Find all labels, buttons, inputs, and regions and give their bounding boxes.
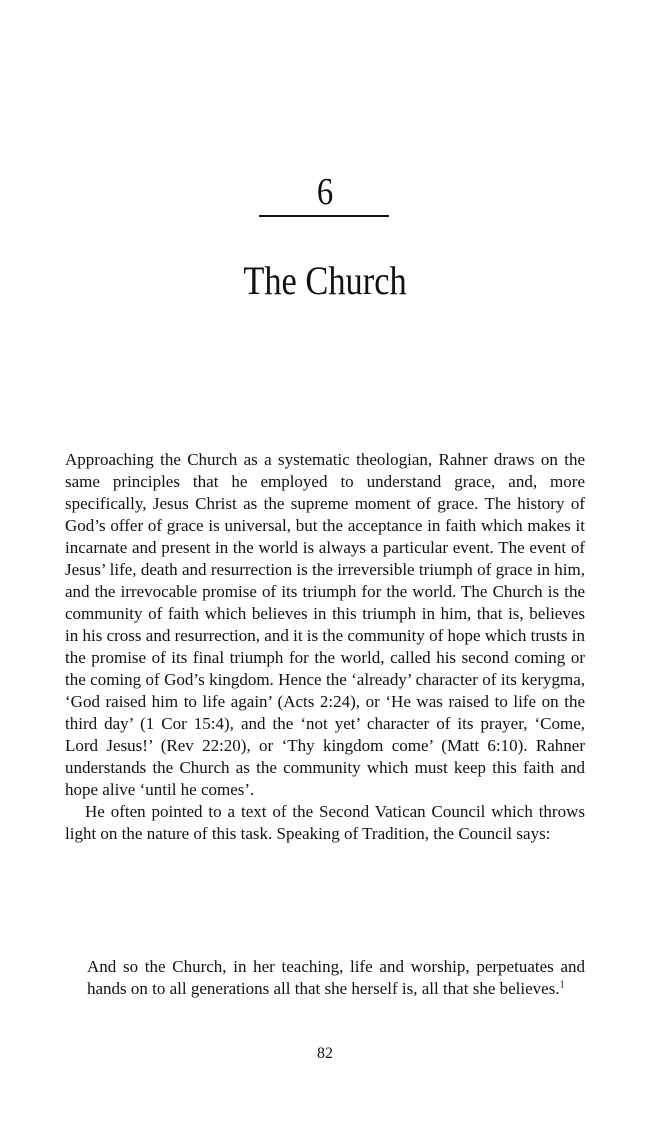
page-number: 82 bbox=[317, 1045, 333, 1062]
quote-text: And so the Church, in her teaching, life and worship, perpetuates and hands on to all generations all that she herself is, all that she believes. bbox=[87, 957, 585, 998]
chapter-number: 6 bbox=[316, 171, 334, 213]
paragraph-2: He often pointed to a text of the Second Vatican Council which throws light on the nature of this task. Speaking of Tradition, the Council says: bbox=[65, 802, 585, 843]
footnote-marker: 1 bbox=[559, 979, 565, 991]
chapter-rule bbox=[259, 215, 389, 217]
body-text bbox=[65, 449, 585, 845]
chapter-title: The Church bbox=[243, 258, 407, 303]
block-quote bbox=[87, 956, 585, 1000]
paragraph-1: Approaching the Church as a systematic theologian, Rahner draws on the same principles that he employed to understand grace, and, more specifically, Jesus Christ as the supreme moment of grace. The history of God’s offer of grace is universal, but the acceptance in faith which makes it incarnate and present in the world is always a particular event. The event of Jesus’ life, death and resurrection is the irreversible triumph of grace in him, and the irrevocable promise of its triumph for the world. The Church is the community of faith which believes in this triumph in him, that is, believes in his cross and resurrection, and it is the community of hope which trusts in the promise of its final triumph for the world, called his second coming or the coming of God’s kingdom. Hence the ‘already’ character of its kerygma, ‘God raised him to life again’ (Acts 2:24), or ‘He was raised to life on the third day’ (1 Cor 15:4), and the ‘not yet’ character of its prayer, ‘Come, Lord Jesus!’ (Rev 22:20), or ‘Thy kingdom come’ (Matt 6:10). Rahner understands the Church as the community which must keep this faith and hope alive ‘until he comes’. bbox=[65, 450, 585, 799]
